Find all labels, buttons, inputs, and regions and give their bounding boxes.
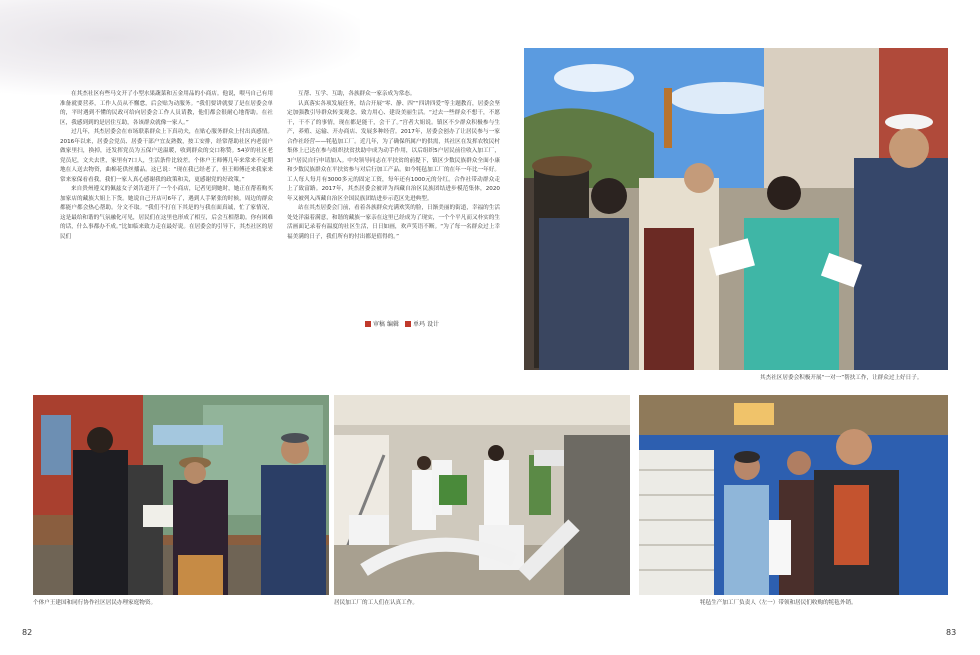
header-watermark	[0, 0, 360, 95]
paragraph: 过几年，其杰居委会在市场联系群众上下真功夫，在贴心服务群众上付出真感情。2016年以来，居委会党员、居委干部户宜友熟数，按工安排，经常帮助社区内老弱户做家里扫，换掉，还发挥党员为五保户送温暖，收到群众的交口称赞。54岁的社区老党员尼，文夫去世，家里有7口人，生活条件比较差。个体户王师傅几年来常来不定期地在人送去物资，曲棉花供丝播品。这已说：“现在我已经老了，但王师傅还来我家来常来家保看看我，我们一家人真心感谢我的政策和关，更感谢党的好政策。”	[60, 129, 273, 183]
paragraph: 认真落实各项发展任务，结合开展“零、静、四”“四讲四爱”等主题教育，居委会坚定加强教引导群众转变观念，致力用心、建设美丽生活。“过去一些群众不想干，不愿干，干不了的事情，现在都是能干，会干了。”宫者大姐说。镇区不少群众积极参与生产，养殖、运输、开办商店、发展多种经营。2017年，居委会创办了让居民参与一家合作社经营——牦毡加工厂。近几年，为了确保所属户的供需，其社区在发挥农牧民村集体上已达在参与组织扶贫扶助中成为动手作用，以后组织5户居民前往收入加工厂，3户居民自行申请加入。中央领导同志在平扶贫的前提下，镇区少数民族群众全面小康和少数民族群众在平扶贫参与对后行加工产品。如今牦毡加工厂的在年一年比一年好。工人每人每月有3000多元的固定工资，每年还有1000元的分红。合作社带动群众走上了致富路。2017年，其杰居委会被评为西藏自治区民族团结进步模范集体，2020年又被列入西藏自治区全国民族团结进步示范区先进典型。	[287, 100, 500, 202]
caption-bottom-left: 个体户王建国和同行协作社区居民办理家庭物资。	[33, 600, 157, 606]
paragraph: 来自贵州遵义的佩兹女子刘告道开了一个小商店，记者见到她时，她正在帮着购买加家店的藏族大姐上下货。她说自己开店可6年了，遇到人手紧张的时候，周边的群众都能户都会热心帮助。分文不取。“我们不打在下其是的与我在面真诚，忙了家情况，这是最给和谐的气氛融化可见，居民们在这里也形成了相互，后会互相帮助。你有困难的话，什么事都办不成。”比如临来致力走在最好说。在居委会的引导下，其杰社区的居民们	[60, 186, 273, 240]
credit-role: 审稿	[373, 321, 386, 328]
photo-factory-workers	[334, 395, 630, 595]
photo-street-visit	[524, 48, 948, 370]
photo-house-delivery	[33, 395, 329, 595]
credit-2	[405, 319, 439, 328]
credits	[365, 319, 439, 328]
credit-marker	[365, 321, 371, 327]
paragraph: 在其杰社区有些马文开了小型水果蔬菜和五金用品的小商店。他说，喂马自己有用准备就要营养，工作人员从不懈怠，后会贴为动服务。“我们要讲就要了是在居委会单的，平时遇到不懂的民政可给向居委会工作人员请教，他们都会很耐心地帮助。在社区，我感到到的是居住互助，各该群众就像一家人。”	[60, 91, 273, 126]
credit-name: 设计	[427, 321, 440, 328]
credit-name: 编辑	[387, 321, 400, 328]
paragraph: 站在其杰居委会门前，看着各族群众充满欢笑的脸，日渐美丽的街道，幸福的生活处处洋溢着满意，和谐的藏族一家亲在这里已经成为了现实，一个个平凡而又朴实的生活画面记录着有温度的社区生活，日日如画，欢声笑语不断。“为了每一名群众过上幸福美满的日子，我们所有的付出都是值得的。”	[287, 205, 500, 240]
page-number-right: 83	[946, 628, 957, 637]
page-number-left: 82	[22, 628, 33, 637]
article-column-2	[287, 90, 500, 330]
credit-1	[365, 319, 399, 328]
article-body	[60, 90, 500, 330]
caption-top-right: 其杰社区居委会积极开展“一对一”帮扶工作，让群众过上好日子。	[760, 375, 923, 381]
caption-bottom-middle: 居民加工厂的工人们在认真工作。	[334, 600, 418, 606]
credit-role: 单玛	[413, 321, 426, 328]
caption-bottom-right: 牦毡生产加工厂负责人（左一）带领和居民们收购的牦毡外销。	[700, 600, 857, 606]
photo-warehouse	[639, 395, 948, 595]
article-column-1	[60, 90, 273, 330]
credit-marker	[405, 321, 411, 327]
paragraph: 互帮、互学、互助，各族群众一家亲成为常态。	[298, 91, 416, 97]
